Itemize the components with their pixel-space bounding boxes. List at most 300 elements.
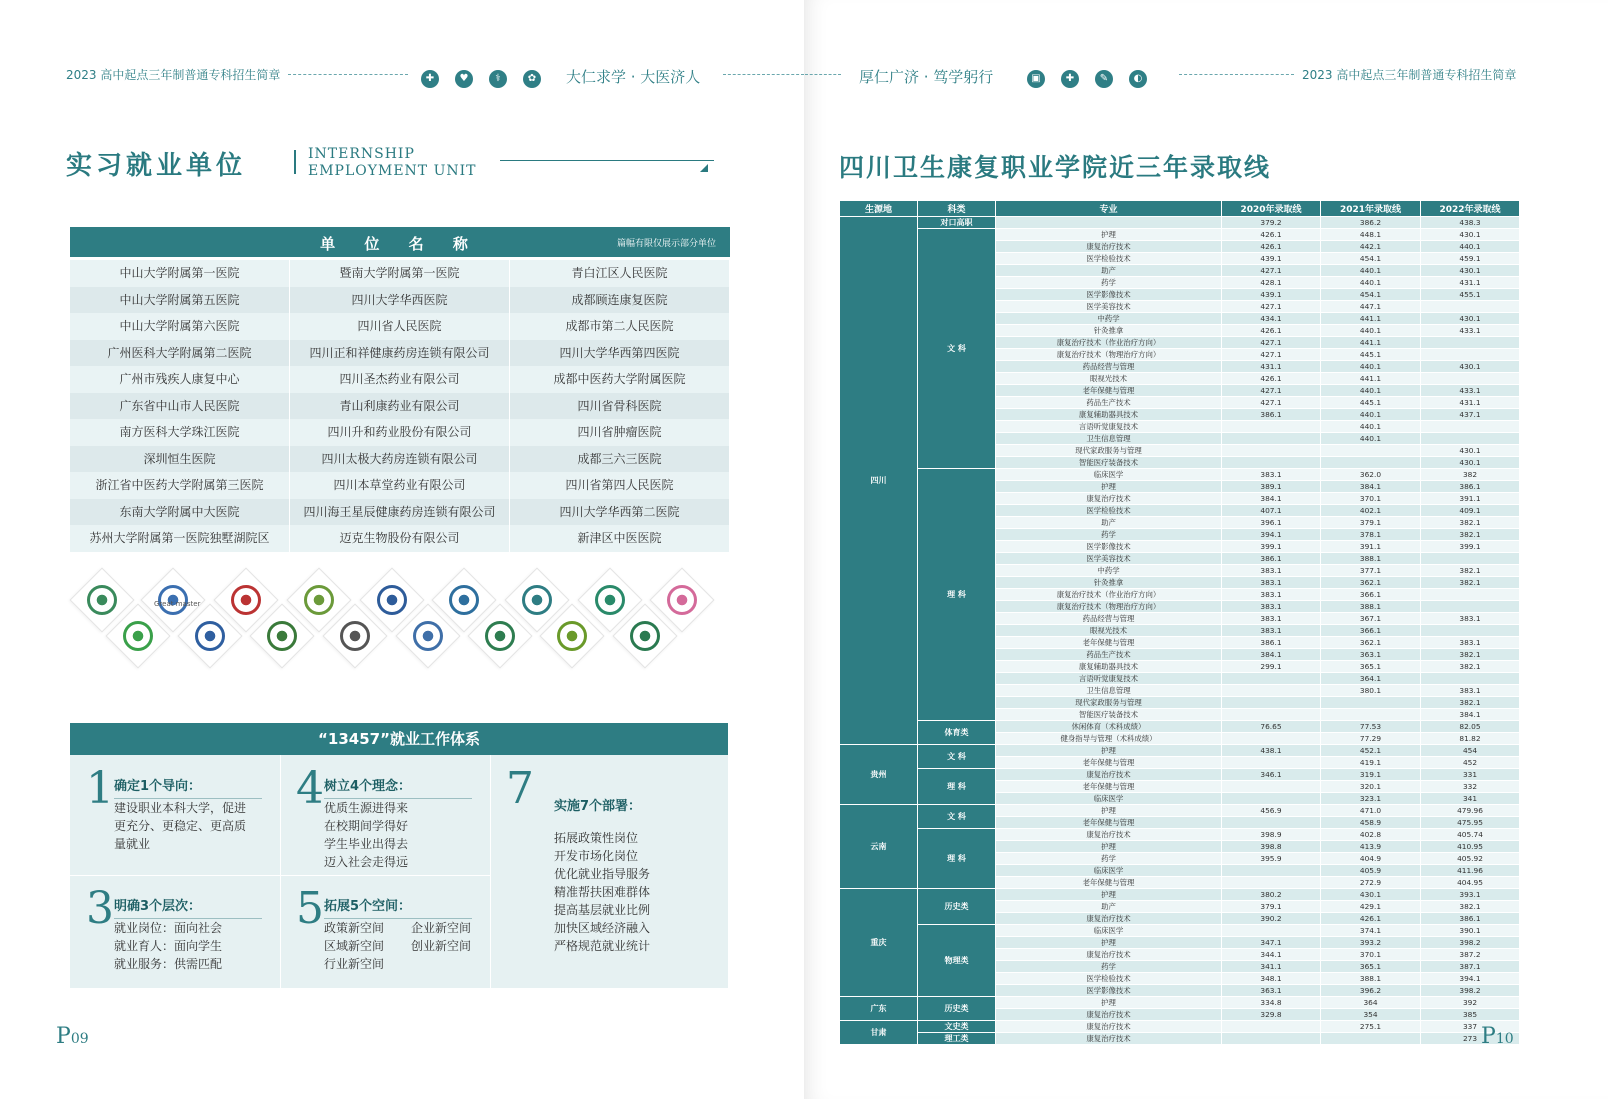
score-cell: 409.1 <box>1421 505 1520 517</box>
score-cell <box>1222 733 1321 745</box>
score-cell: 380.1 <box>1321 685 1421 697</box>
unit-name: 青白江区人民医院 <box>510 260 730 287</box>
category-cell: 历史类 <box>918 997 996 1021</box>
right-page <box>804 0 1608 1099</box>
score-cell <box>1222 1033 1321 1045</box>
major-cell: 医学美容技术 <box>996 301 1222 313</box>
score-cell: 332 <box>1421 781 1520 793</box>
unit-name: 成都顾连康复医院 <box>510 287 730 314</box>
unit-name: 四川大学华西医院 <box>290 287 510 314</box>
major-cell: 护理 <box>996 229 1222 241</box>
major-cell: 康复治疗技术（作业治疗方向） <box>996 589 1222 601</box>
major-cell: 护理 <box>996 889 1222 901</box>
score-cell: 454.1 <box>1321 253 1421 265</box>
score-cell: 396.2 <box>1321 985 1421 997</box>
syringe-icon: ✎ <box>1095 70 1113 88</box>
block-1-line: 建设职业本科大学，促进 <box>114 801 247 815</box>
major-cell: 康复治疗技术（物理治疗方向） <box>996 349 1222 361</box>
header-left <box>66 66 408 83</box>
category-cell: 理工类 <box>918 1033 996 1045</box>
score-cell: 434.1 <box>1222 313 1321 325</box>
category-cell: 文 科 <box>918 745 996 769</box>
unit-name: 中山大学附属第五医院 <box>70 287 290 314</box>
column-header: 科类 <box>918 201 996 217</box>
header-divider-2 <box>723 74 804 75</box>
score-cell: 431.1 <box>1421 277 1520 289</box>
score-cell: 334.8 <box>1222 997 1321 1009</box>
category-cell: 理 科 <box>918 469 996 721</box>
score-cell: 452.1 <box>1321 745 1421 757</box>
admission-table-header <box>840 201 1520 217</box>
score-cell: 430.1 <box>1421 313 1520 325</box>
block-1-line: 更充分、更稳定、更高质 <box>114 819 247 833</box>
score-cell: 404.95 <box>1421 877 1520 889</box>
score-cell: 394.1 <box>1421 973 1520 985</box>
score-cell: 387.2 <box>1421 949 1520 961</box>
block-3-title: 明确3个层次： <box>114 895 262 919</box>
score-cell: 454 <box>1421 745 1520 757</box>
category-cell: 对口高职 <box>918 217 996 229</box>
block-7-line: 拓展政策性岗位 <box>554 831 639 845</box>
major-cell: 康复治疗技术 <box>996 829 1222 841</box>
clipboard-icon: ▣ <box>1027 70 1045 88</box>
score-cell: 374.1 <box>1321 925 1421 937</box>
major-cell: 康复辅助器具技术 <box>996 409 1222 421</box>
score-cell: 437.1 <box>1421 409 1520 421</box>
table-row <box>840 1021 1520 1033</box>
score-cell: 319.1 <box>1321 769 1421 781</box>
major-cell: 药品经营与管理 <box>996 361 1222 373</box>
region-cell: 贵州 <box>840 745 918 805</box>
score-cell: 386.1 <box>1222 409 1321 421</box>
title-rule <box>500 160 714 161</box>
score-cell: 440.1 <box>1321 325 1421 337</box>
score-cell: 452 <box>1421 757 1520 769</box>
region-cell: 重庆 <box>840 889 918 997</box>
score-cell: 405.92 <box>1421 853 1520 865</box>
unit-name: 南方医科大学珠江医院 <box>70 419 290 446</box>
major-cell: 护理 <box>996 481 1222 493</box>
score-cell: 383.1 <box>1222 613 1321 625</box>
score-cell <box>1421 433 1520 445</box>
block-3-line: 就业服务：供需匹配 <box>114 957 223 971</box>
score-cell: 384.1 <box>1222 649 1321 661</box>
score-cell <box>1321 709 1421 721</box>
major-cell: 助产 <box>996 901 1222 913</box>
unit-name: 成都市第二人民医院 <box>510 313 730 340</box>
score-cell: 77.29 <box>1321 733 1421 745</box>
major-cell: 医学检验技术 <box>996 505 1222 517</box>
score-cell <box>1222 865 1321 877</box>
score-cell: 337 <box>1421 1021 1520 1033</box>
block-4-number: 4 <box>296 763 324 814</box>
title-separator <box>294 150 296 174</box>
major-cell: 中药学 <box>996 565 1222 577</box>
score-cell: 448.1 <box>1321 229 1421 241</box>
score-cell: 439.1 <box>1222 289 1321 301</box>
unit-name: 四川大学华西第二医院 <box>510 499 730 526</box>
score-cell <box>1421 625 1520 637</box>
block-4-line: 在校期间学得好 <box>324 819 409 833</box>
score-cell <box>1222 757 1321 769</box>
major-cell: 康复治疗技术 <box>996 1009 1222 1021</box>
score-cell: 426.1 <box>1222 229 1321 241</box>
region-cell: 广东 <box>840 997 918 1021</box>
score-cell: 382.1 <box>1421 517 1520 529</box>
table-row <box>70 366 730 393</box>
score-cell: 454.1 <box>1321 289 1421 301</box>
score-cell: 382 <box>1421 469 1520 481</box>
score-cell <box>1222 709 1321 721</box>
unit-name: 迈克生物股份有限公司 <box>290 525 510 552</box>
logo-label: Great master <box>154 600 201 608</box>
unit-name: 青山利康药业有限公司 <box>290 393 510 420</box>
score-cell: 354 <box>1321 1009 1421 1021</box>
score-cell: 383.1 <box>1222 589 1321 601</box>
score-cell: 363.1 <box>1321 649 1421 661</box>
score-cell <box>1222 433 1321 445</box>
table-row <box>840 229 1520 241</box>
score-cell: 382.1 <box>1421 901 1520 913</box>
score-cell: 426.1 <box>1222 373 1321 385</box>
table-row <box>840 745 1520 757</box>
unit-name: 苏州大学附属第一医院独墅湖院区 <box>70 525 290 552</box>
major-cell: 现代家政服务与管理 <box>996 445 1222 457</box>
unit-name: 四川升和药业股份有限公司 <box>290 419 510 446</box>
score-cell: 479.96 <box>1421 805 1520 817</box>
score-cell: 438.1 <box>1222 745 1321 757</box>
block-3-number: 3 <box>86 883 114 934</box>
column-header: 2022年录取线 <box>1421 201 1520 217</box>
score-cell: 386.1 <box>1421 913 1520 925</box>
major-cell: 智能医疗装备技术 <box>996 709 1222 721</box>
major-cell: 药品经营与管理 <box>996 613 1222 625</box>
block-4-title: 树立4个理念： <box>324 775 472 799</box>
major-cell: 康复治疗技术（物理治疗方向） <box>996 601 1222 613</box>
score-cell: 383.1 <box>1222 565 1321 577</box>
score-cell: 364.1 <box>1321 673 1421 685</box>
major-cell: 老年保健与管理 <box>996 877 1222 889</box>
unit-name: 四川省肿瘤医院 <box>510 419 730 446</box>
score-cell: 384.1 <box>1321 481 1421 493</box>
score-cell: 382.1 <box>1421 577 1520 589</box>
score-cell <box>1222 817 1321 829</box>
score-cell <box>1222 781 1321 793</box>
table-row <box>840 217 1520 229</box>
major-cell: 护理 <box>996 937 1222 949</box>
admission-table <box>839 200 1520 1045</box>
score-cell: 383.1 <box>1421 613 1520 625</box>
major-cell: 针灸推拿 <box>996 577 1222 589</box>
pill-icon: ✿ <box>523 70 541 88</box>
block-1-number: 1 <box>86 763 114 814</box>
major-cell: 药品生产技术 <box>996 397 1222 409</box>
score-cell <box>1421 373 1520 385</box>
score-cell <box>1222 697 1321 709</box>
major-cell: 老年保健与管理 <box>996 757 1222 769</box>
score-cell <box>1421 589 1520 601</box>
score-cell: 382.1 <box>1421 649 1520 661</box>
header-divider <box>288 74 408 75</box>
table-row <box>840 997 1520 1009</box>
score-cell: 426.1 <box>1321 913 1421 925</box>
score-cell: 362.1 <box>1321 577 1421 589</box>
score-cell <box>1321 1033 1421 1045</box>
major-cell: 言语听觉康复技术 <box>996 421 1222 433</box>
region-cell: 甘肃 <box>840 1021 918 1045</box>
score-cell: 273 <box>1421 1033 1520 1045</box>
score-cell: 394.1 <box>1222 529 1321 541</box>
unit-name: 四川大学华西第四医院 <box>510 340 730 367</box>
page-number-left: P09 <box>56 1024 89 1049</box>
score-cell: 383.1 <box>1222 625 1321 637</box>
table-row <box>70 393 730 420</box>
table-row <box>70 446 730 473</box>
table-row <box>840 1033 1520 1045</box>
score-cell: 385 <box>1421 1009 1520 1021</box>
score-cell <box>1222 925 1321 937</box>
score-cell: 419.1 <box>1321 757 1421 769</box>
score-cell: 402.1 <box>1321 505 1421 517</box>
unit-name: 中山大学附属第一医院 <box>70 260 290 287</box>
score-cell: 383.1 <box>1222 469 1321 481</box>
score-cell <box>1421 553 1520 565</box>
major-cell: 药学 <box>996 277 1222 289</box>
table-row <box>840 925 1520 937</box>
score-cell: 402.8 <box>1321 829 1421 841</box>
score-cell: 367.1 <box>1321 613 1421 625</box>
score-cell: 428.1 <box>1222 277 1321 289</box>
region-cell: 云南 <box>840 805 918 889</box>
block-5-line: 政策新空间 <box>324 921 385 935</box>
category-cell: 历史类 <box>918 889 996 925</box>
major-cell: 药品生产技术 <box>996 649 1222 661</box>
score-cell <box>1421 301 1520 313</box>
block-7-line: 精准帮扶困难群体 <box>554 885 651 899</box>
score-cell: 382.1 <box>1421 661 1520 673</box>
score-cell: 440.1 <box>1321 361 1421 373</box>
score-cell: 323.1 <box>1321 793 1421 805</box>
major-cell: 护理 <box>996 745 1222 757</box>
score-cell: 366.1 <box>1321 589 1421 601</box>
score-cell: 429.1 <box>1321 901 1421 913</box>
block-4-line: 迈入社会走得远 <box>324 855 409 869</box>
score-cell: 440.1 <box>1321 385 1421 397</box>
score-cell: 475.95 <box>1421 817 1520 829</box>
unit-name: 深圳恒生医院 <box>70 446 290 473</box>
table-row <box>840 721 1520 733</box>
admission-title: 四川卫生康复职业学院近三年录取线 <box>839 153 1272 182</box>
score-cell: 377.1 <box>1321 565 1421 577</box>
column-header: 2020年录取线 <box>1222 201 1321 217</box>
category-cell: 文史类 <box>918 1021 996 1033</box>
score-cell: 440.1 <box>1321 421 1421 433</box>
score-cell: 430.1 <box>1321 889 1421 901</box>
score-cell: 388.1 <box>1321 601 1421 613</box>
score-cell: 379.1 <box>1222 901 1321 913</box>
block-5-title: 拓展5个空间： <box>324 895 472 919</box>
score-cell: 272.9 <box>1321 877 1421 889</box>
score-cell: 445.1 <box>1321 349 1421 361</box>
motto-right: 厚仁广济 · 笃学躬行 <box>859 68 994 86</box>
score-cell: 76.65 <box>1222 721 1321 733</box>
block-7-line: 开发市场化岗位 <box>554 849 639 863</box>
score-cell: 384.1 <box>1222 493 1321 505</box>
score-cell: 430.1 <box>1421 229 1520 241</box>
unit-name: 中山大学附属第六医院 <box>70 313 290 340</box>
score-cell: 393.2 <box>1321 937 1421 949</box>
unit-name: 四川正和祥健康药房连锁有限公司 <box>290 340 510 367</box>
category-cell: 物理类 <box>918 925 996 997</box>
score-cell <box>1421 421 1520 433</box>
medical-icon: ✚ <box>421 70 439 88</box>
major-cell: 临床医学 <box>996 469 1222 481</box>
major-cell: 药学 <box>996 961 1222 973</box>
units-table-header <box>70 227 730 257</box>
unit-name: 成都中医药大学附属医院 <box>510 366 730 393</box>
motto-left: 大仁求学 · 大医济人 <box>566 68 701 86</box>
major-cell: 护理 <box>996 805 1222 817</box>
block-7-line: 加快区域经济融入 <box>554 921 651 935</box>
score-cell: 378.1 <box>1321 529 1421 541</box>
major-cell: 言语听觉康复技术 <box>996 673 1222 685</box>
block-5-line: 区域新空间 <box>324 939 385 953</box>
unit-name: 四川省人民医院 <box>290 313 510 340</box>
table-row <box>840 829 1520 841</box>
score-cell <box>1222 793 1321 805</box>
score-cell: 387.1 <box>1421 961 1520 973</box>
score-cell: 433.1 <box>1421 325 1520 337</box>
table-row <box>70 340 730 367</box>
score-cell <box>1321 445 1421 457</box>
score-cell: 363.1 <box>1222 985 1321 997</box>
score-cell: 384.1 <box>1421 709 1520 721</box>
score-cell: 347.1 <box>1222 937 1321 949</box>
header-title-right: 2023 高中起点三年制普通专科招生简章 <box>1302 68 1517 82</box>
block-5-line: 创业新空间 <box>411 939 472 953</box>
score-cell: 379.2 <box>1222 217 1321 229</box>
major-cell: 眼视光技术 <box>996 373 1222 385</box>
major-cell: 医学影像技术 <box>996 985 1222 997</box>
score-cell: 442.1 <box>1321 241 1421 253</box>
table-row <box>840 469 1520 481</box>
unit-name: 四川本草堂药业有限公司 <box>290 472 510 499</box>
score-cell: 382.1 <box>1421 697 1520 709</box>
score-cell: 341.1 <box>1222 961 1321 973</box>
stethoscope-icon: ⚕ <box>489 70 507 88</box>
major-cell: 卫生信息管理 <box>996 685 1222 697</box>
score-cell: 433.1 <box>1421 385 1520 397</box>
major-cell: 康复治疗技术 <box>996 1033 1222 1045</box>
score-cell <box>1222 445 1321 457</box>
score-cell: 427.1 <box>1222 349 1321 361</box>
score-cell: 458.9 <box>1321 817 1421 829</box>
score-cell: 410.95 <box>1421 841 1520 853</box>
system-title: “13457”就业工作体系 <box>70 723 728 755</box>
table-row <box>840 889 1520 901</box>
major-cell: 康复治疗技术 <box>996 493 1222 505</box>
score-cell: 427.1 <box>1222 385 1321 397</box>
score-cell: 456.9 <box>1222 805 1321 817</box>
score-cell: 459.1 <box>1421 253 1520 265</box>
major-cell: 康复辅助器具技术 <box>996 661 1222 673</box>
major-cell: 临床医学 <box>996 925 1222 937</box>
corner-triangle <box>700 164 708 172</box>
score-cell <box>1421 349 1520 361</box>
score-cell: 430.1 <box>1421 361 1520 373</box>
score-cell: 344.1 <box>1222 949 1321 961</box>
section-title-en-2: EMPLOYMENT UNIT <box>308 163 477 179</box>
score-cell: 383.1 <box>1222 577 1321 589</box>
score-cell: 396.1 <box>1222 517 1321 529</box>
unit-name: 成都三六三医院 <box>510 446 730 473</box>
score-cell: 299.1 <box>1222 661 1321 673</box>
block-7-title: 实施7个部署： <box>554 799 642 814</box>
major-cell: 医学检验技术 <box>996 973 1222 985</box>
score-cell: 383.1 <box>1421 685 1520 697</box>
score-cell: 430.1 <box>1421 265 1520 277</box>
table-row <box>840 805 1520 817</box>
score-cell: 441.1 <box>1321 373 1421 385</box>
page-number-right: P10 <box>1481 1024 1514 1049</box>
block-3-line: 就业岗位：面向社会 <box>114 921 223 935</box>
column-header: 2021年录取线 <box>1321 201 1421 217</box>
score-cell <box>1421 337 1520 349</box>
block-7-line: 优化就业指导服务 <box>554 867 651 881</box>
unit-name: 四川省骨科医院 <box>510 393 730 420</box>
score-cell: 405.74 <box>1421 829 1520 841</box>
score-cell: 362.0 <box>1321 469 1421 481</box>
score-cell: 388.1 <box>1321 973 1421 985</box>
units-header-label: 单 位 名 称 <box>320 235 480 253</box>
unit-name: 浙江省中医药大学附属第三医院 <box>70 472 290 499</box>
table-row <box>70 472 730 499</box>
score-cell: 441.1 <box>1321 313 1421 325</box>
table-row <box>70 499 730 526</box>
score-cell: 390.2 <box>1222 913 1321 925</box>
major-cell: 临床医学 <box>996 865 1222 877</box>
score-cell: 471.0 <box>1321 805 1421 817</box>
header-divider <box>1179 74 1294 75</box>
score-cell: 393.1 <box>1421 889 1520 901</box>
score-cell: 275.1 <box>1321 1021 1421 1033</box>
heart-icon: ♥ <box>455 70 473 88</box>
major-cell: 中药学 <box>996 313 1222 325</box>
table-row <box>70 419 730 446</box>
block-5-number: 5 <box>296 883 324 934</box>
score-cell: 382.1 <box>1421 529 1520 541</box>
column-header: 生源地 <box>840 201 918 217</box>
major-cell: 医学影像技术 <box>996 289 1222 301</box>
score-cell: 379.1 <box>1321 517 1421 529</box>
section-title-en-1: INTERNSHIP <box>308 146 415 162</box>
header-right <box>1179 66 1516 83</box>
score-cell: 365.1 <box>1321 961 1421 973</box>
score-cell: 392 <box>1421 997 1520 1009</box>
block-7-line: 严格规范就业统计 <box>554 939 651 953</box>
score-cell: 370.1 <box>1321 493 1421 505</box>
category-cell: 文 科 <box>918 229 996 469</box>
major-cell: 药学 <box>996 529 1222 541</box>
score-cell: 440.1 <box>1321 409 1421 421</box>
block-4-line: 优质生源进得来 <box>324 801 409 815</box>
major-cell: 智能医疗装备技术 <box>996 457 1222 469</box>
major-cell: 助产 <box>996 517 1222 529</box>
table-row <box>70 260 730 287</box>
score-cell: 407.1 <box>1222 505 1321 517</box>
score-cell: 430.1 <box>1421 445 1520 457</box>
table-row <box>840 769 1520 781</box>
